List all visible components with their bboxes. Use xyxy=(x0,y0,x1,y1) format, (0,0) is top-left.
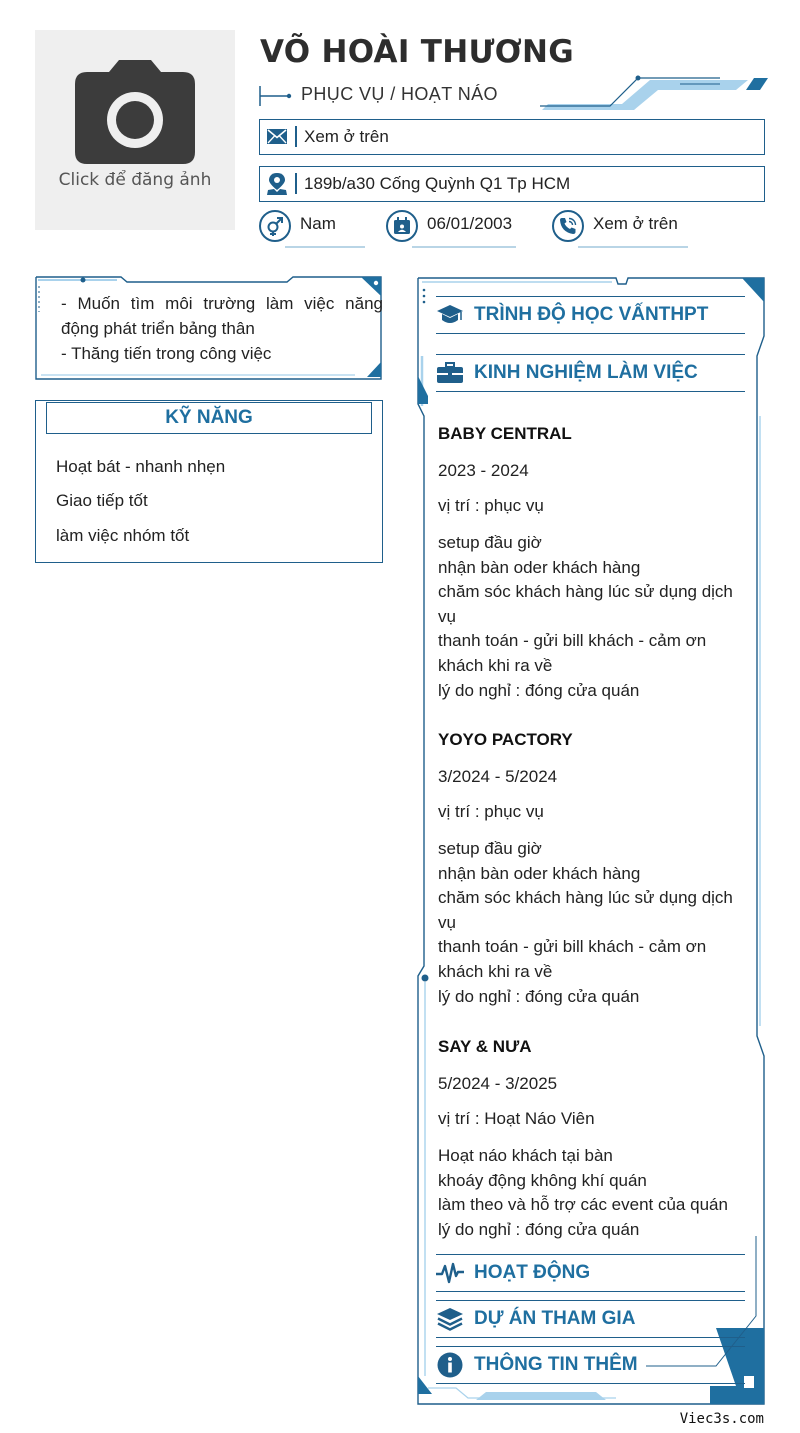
experience-position: vị trí : Hoạt Náo Viên xyxy=(438,1109,595,1128)
experience-line: chăm sóc khách hàng lúc sử dụng dịch vụ xyxy=(438,582,733,626)
email-field xyxy=(259,119,765,155)
photo-caption: Click để đăng ảnh xyxy=(58,170,212,190)
phone-icon xyxy=(558,216,578,236)
avatar-upload[interactable] xyxy=(35,30,235,230)
envelope-icon xyxy=(267,129,287,144)
section-education-label: TRÌNH ĐỘ HỌC VẤNTHPT xyxy=(474,304,709,325)
section-experience xyxy=(436,354,745,392)
section-more-info xyxy=(436,1346,745,1384)
skill-item: Hoạt bát - nhanh nhẹn xyxy=(56,457,226,476)
email-value: Xem ở trên xyxy=(304,127,389,146)
section-education xyxy=(436,296,745,334)
experience-line: nhận bàn oder khách hàng xyxy=(438,557,641,577)
job-title: PHỤC VỤ / HOẠT NÁO xyxy=(301,84,498,104)
phone-value: Xem ở trên xyxy=(593,214,678,233)
experience-line: thanh toán - gửi bill khách - cảm ơn khách khi ra về xyxy=(438,937,707,981)
experience-position: vị trí : phục vụ xyxy=(438,802,544,821)
section-more-info-label: THÔNG TIN THÊM xyxy=(474,1354,638,1375)
skills-box xyxy=(35,400,383,563)
experience-line: setup đầu giờ xyxy=(438,839,542,858)
layers-icon xyxy=(437,1307,463,1331)
objective-line-2: - Thăng tiến trong công việc xyxy=(61,344,272,363)
experience-position: vị trí : phục vụ xyxy=(438,496,544,515)
experience-dates: 3/2024 - 5/2024 xyxy=(438,767,558,786)
career-objective-box xyxy=(35,276,383,380)
experience-line: chăm sóc khách hàng lúc sử dụng dịch vụ xyxy=(438,888,733,932)
experience-line: lý do nghỉ : đóng cửa quán xyxy=(438,986,640,1006)
experience-line: nhận bàn oder khách hàng xyxy=(438,863,641,883)
calendar-icon xyxy=(393,217,411,235)
skill-item: làm việc nhóm tốt xyxy=(56,526,190,545)
section-experience-label: KINH NGHIỆM LÀM VIỆC xyxy=(474,362,698,383)
phone-info xyxy=(552,210,692,254)
experience-line: khoáy động không khí quán xyxy=(438,1170,647,1190)
experience-company: YOYO PACTORY xyxy=(438,730,573,749)
experience-line: setup đầu giờ xyxy=(438,533,542,552)
section-activities xyxy=(436,1254,745,1292)
gender-icon xyxy=(265,216,285,236)
experience-dates: 2023 - 2024 xyxy=(438,461,529,480)
birthday-value: 06/01/2003 xyxy=(427,214,513,233)
birthday-info xyxy=(386,210,526,254)
title-marker-icon xyxy=(258,82,292,110)
experience-line: Hoạt náo khách tại bàn xyxy=(438,1146,613,1165)
address-field xyxy=(259,166,765,202)
experience-item xyxy=(438,730,743,1009)
section-activities-label: HOẠT ĐỘNG xyxy=(474,1262,591,1283)
info-icon xyxy=(437,1352,463,1378)
experience-line: lý do nghỉ : đóng cửa quán xyxy=(438,680,640,700)
briefcase-icon xyxy=(437,362,463,384)
address-value: 189b/a30 Cống Quỳnh Q1 Tp HCM xyxy=(304,174,571,193)
experience-company: BABY CENTRAL xyxy=(438,424,572,443)
experience-line: lý do nghỉ : đóng cửa quán xyxy=(438,1219,640,1239)
site-brand: Viec3s.com xyxy=(679,1411,764,1427)
skills-title: KỸ NĂNG xyxy=(46,402,372,434)
pulse-icon xyxy=(436,1262,464,1284)
objective-line-1: - Muốn tìm môi trường làm việc năng động phát triển bảng thân xyxy=(61,294,383,338)
header-circuit-decoration xyxy=(540,72,770,114)
skill-item: Giao tiếp tốt xyxy=(56,491,148,510)
map-pin-icon xyxy=(267,173,287,195)
experience-line: thanh toán - gửi bill khách - cảm ơn khách khi ra về xyxy=(438,631,707,675)
experience-item xyxy=(438,1037,743,1242)
section-projects-label: DỰ ÁN THAM GIA xyxy=(474,1308,636,1329)
candidate-name: VÕ HOÀI THƯƠNG xyxy=(260,34,575,70)
gender-value: Nam xyxy=(300,214,336,233)
camera-icon xyxy=(75,60,195,164)
experience-dates: 5/2024 - 3/2025 xyxy=(438,1074,558,1093)
graduation-cap-icon xyxy=(437,304,463,326)
experience-company: SAY & NƯA xyxy=(438,1037,532,1056)
gender-info xyxy=(259,210,369,254)
section-projects xyxy=(436,1300,745,1338)
experience-line: làm theo và hỗ trợ các event của quán xyxy=(438,1195,728,1215)
experience-item xyxy=(438,424,743,703)
